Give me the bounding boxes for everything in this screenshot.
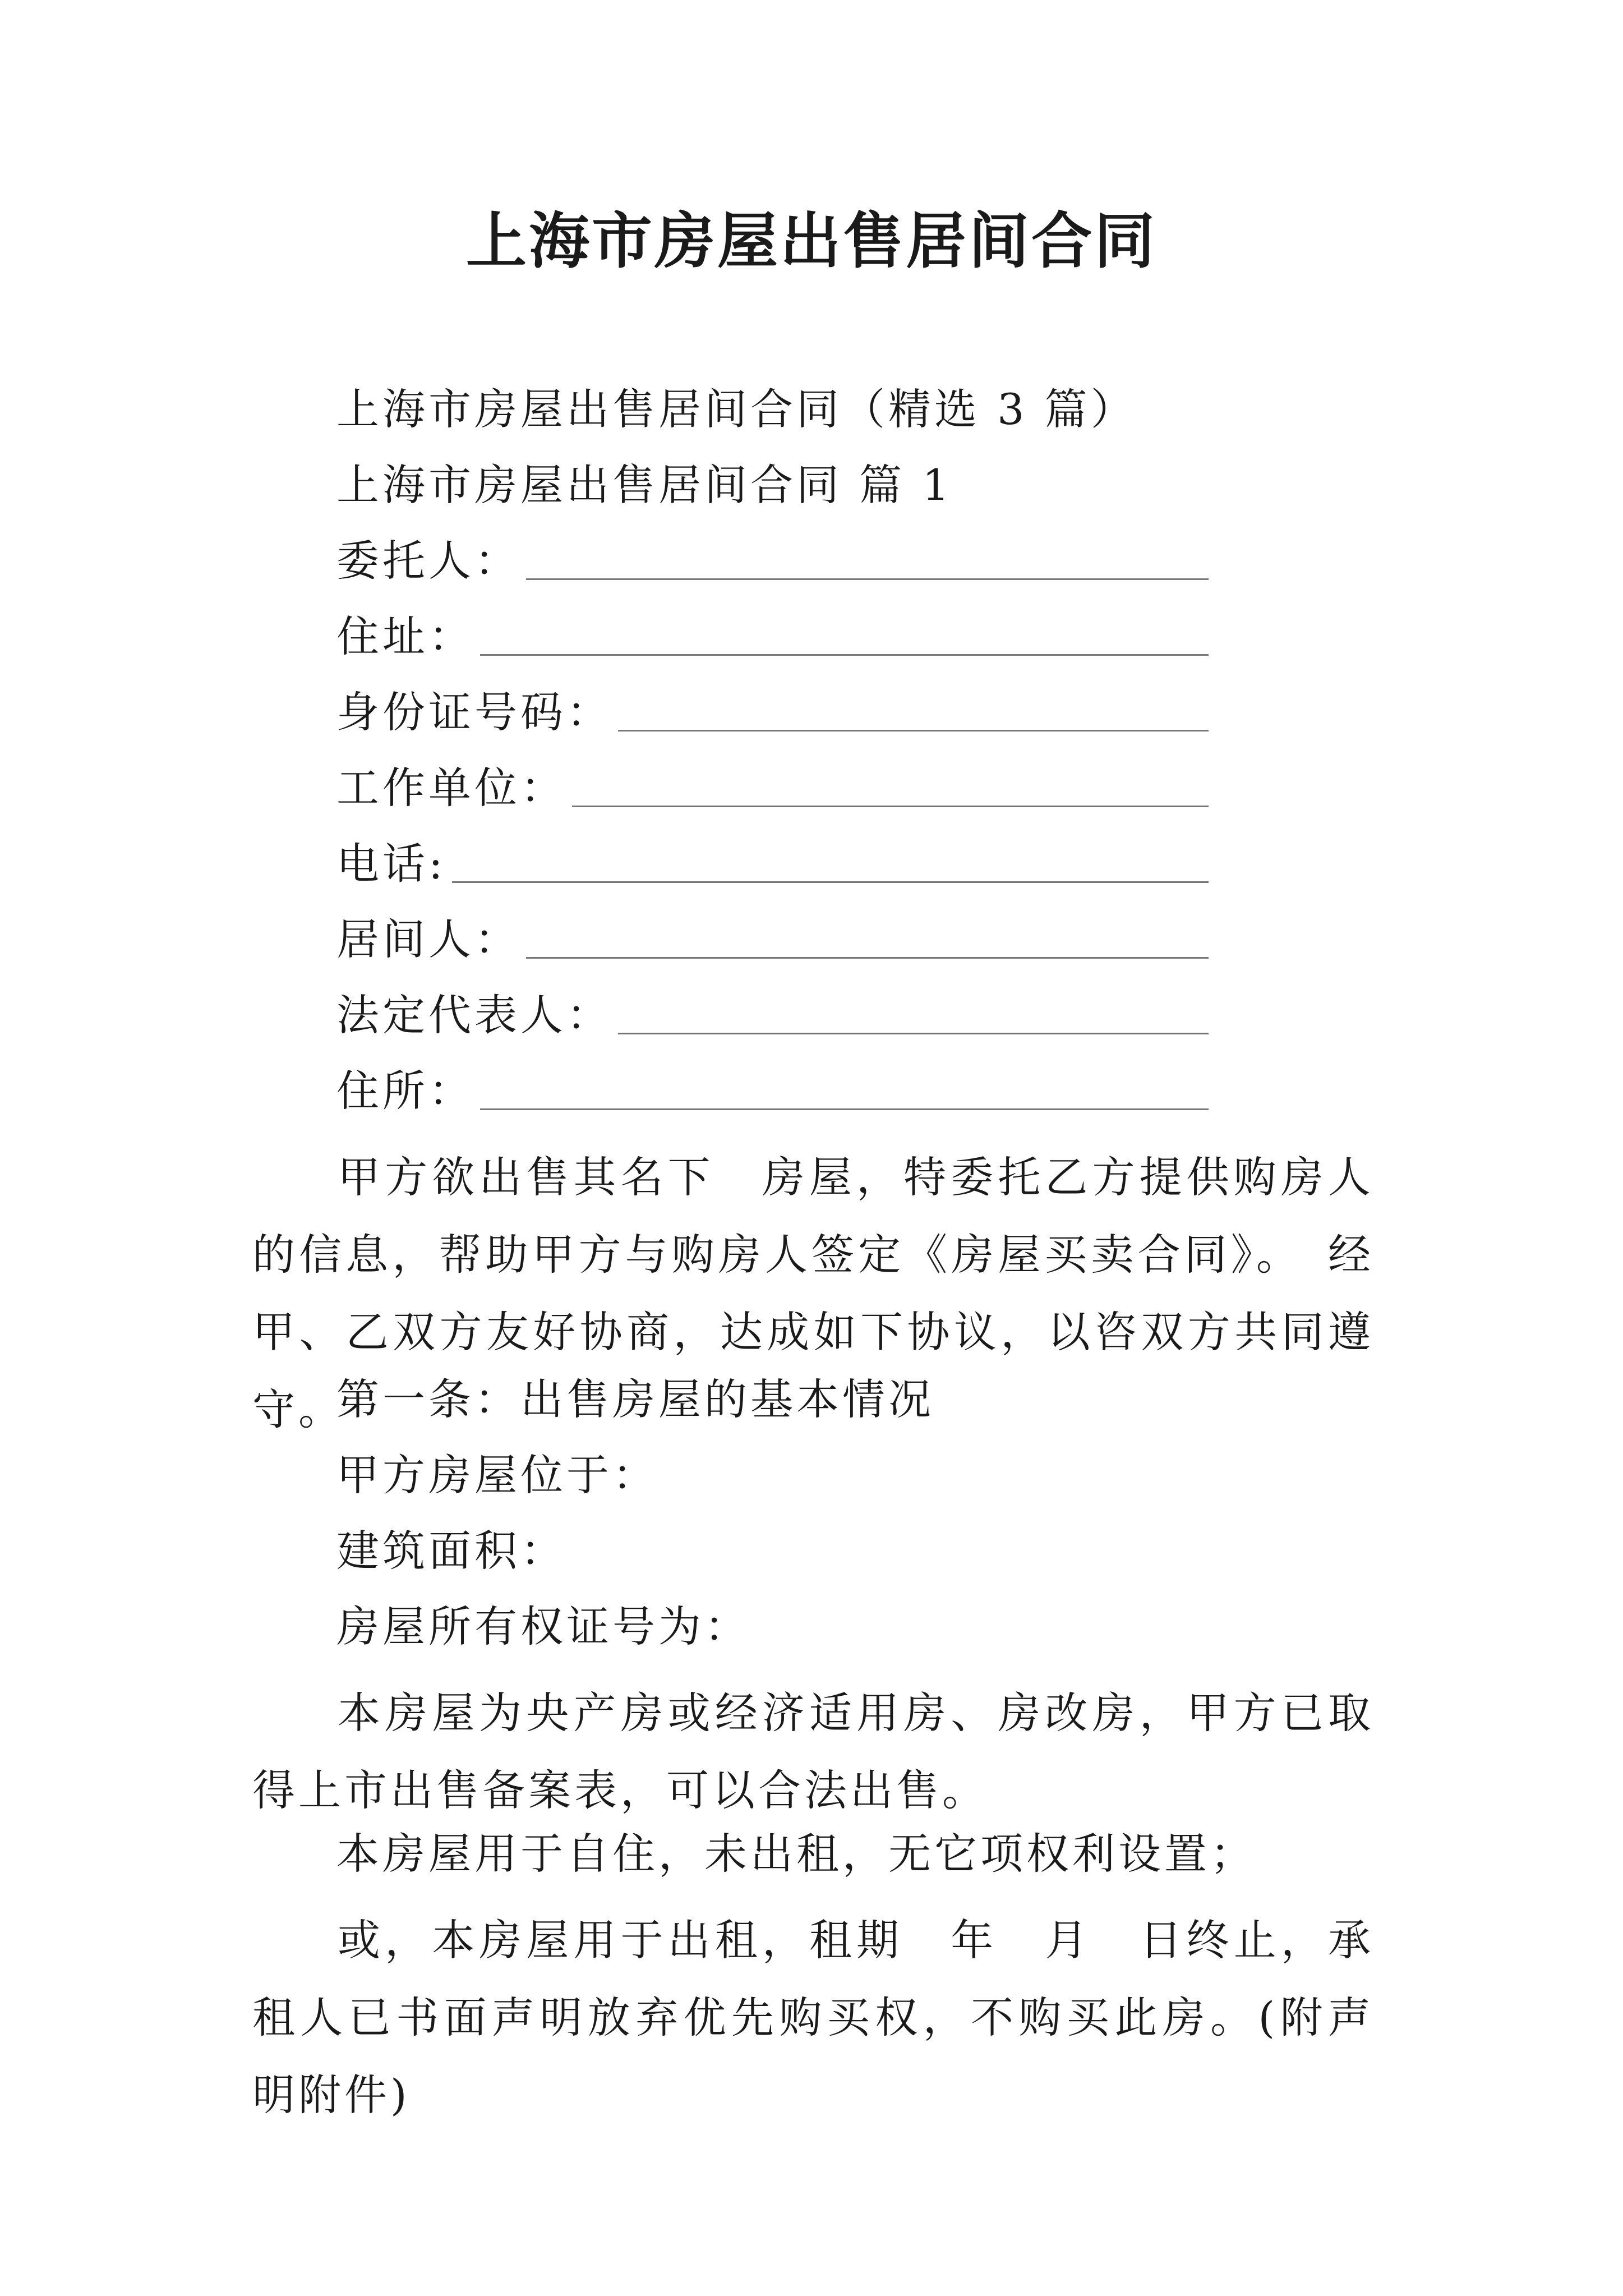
field-label: 住址： <box>336 611 474 661</box>
fill-in-blank <box>480 653 1209 656</box>
paragraph-rental: 或，本房屋用于出租，租期 年 月 日终止，承租人已书面声明放弃优先购买权，不购买此房。(附声明附件) <box>252 1915 1374 2120</box>
fill-in-blank <box>618 729 1209 731</box>
field-client <box>336 533 1209 589</box>
paragraph-self-use: 本房屋用于自住，未出租，无它项权利设置； <box>336 1829 1256 1879</box>
paragraph-intro: 甲方欲出售其名下 房屋，特委托乙方提供购房人的信息，帮助甲方与购房人签定《房屋买卖合同》。 经甲、乙双方友好协商，达成如下协议，以咨双方共同遵守。 <box>252 1152 1374 1434</box>
fill-in-blank <box>480 1107 1209 1110</box>
field-label: 身份证号码： <box>336 687 612 737</box>
field-employer <box>336 760 1209 816</box>
field-phone <box>336 836 1209 892</box>
field-id-number <box>336 684 1209 740</box>
fill-in-blank <box>526 577 1209 580</box>
location-label: 甲方房屋位于： <box>336 1450 658 1500</box>
field-label: 电话: <box>336 839 446 889</box>
field-label: 法定代表人： <box>336 990 612 1040</box>
paragraph-property-type: 本房屋为央产房或经济适用房、房改房，甲方已取得上市出售备案表，可以合法出售。 <box>252 1688 1374 1815</box>
fill-in-blank <box>452 880 1209 883</box>
field-label: 居间人： <box>336 914 520 964</box>
document-subtitle: 上海市房屋出售居间合同（精选 3 篇） <box>336 384 1137 434</box>
field-label: 住所： <box>336 1066 474 1116</box>
field-label: 工作单位： <box>336 763 566 813</box>
field-address <box>336 609 1209 665</box>
fill-in-blank <box>618 1032 1209 1034</box>
certificate-label: 房屋所有权证号为： <box>336 1602 750 1651</box>
fill-in-blank <box>572 804 1209 807</box>
field-domicile <box>336 1063 1209 1119</box>
area-label: 建筑面积： <box>336 1526 566 1576</box>
field-label: 委托人： <box>336 536 520 586</box>
section-heading: 上海市房屋出售居间合同 篇 1 <box>336 460 953 510</box>
article-1-heading: 第一条：出售房屋的基本情况 <box>336 1374 934 1424</box>
fill-in-blank <box>526 956 1209 959</box>
field-intermediary <box>336 912 1209 968</box>
document-title: 上海市房屋出售居间合同 <box>465 206 1157 277</box>
field-legal-representative <box>336 987 1209 1043</box>
